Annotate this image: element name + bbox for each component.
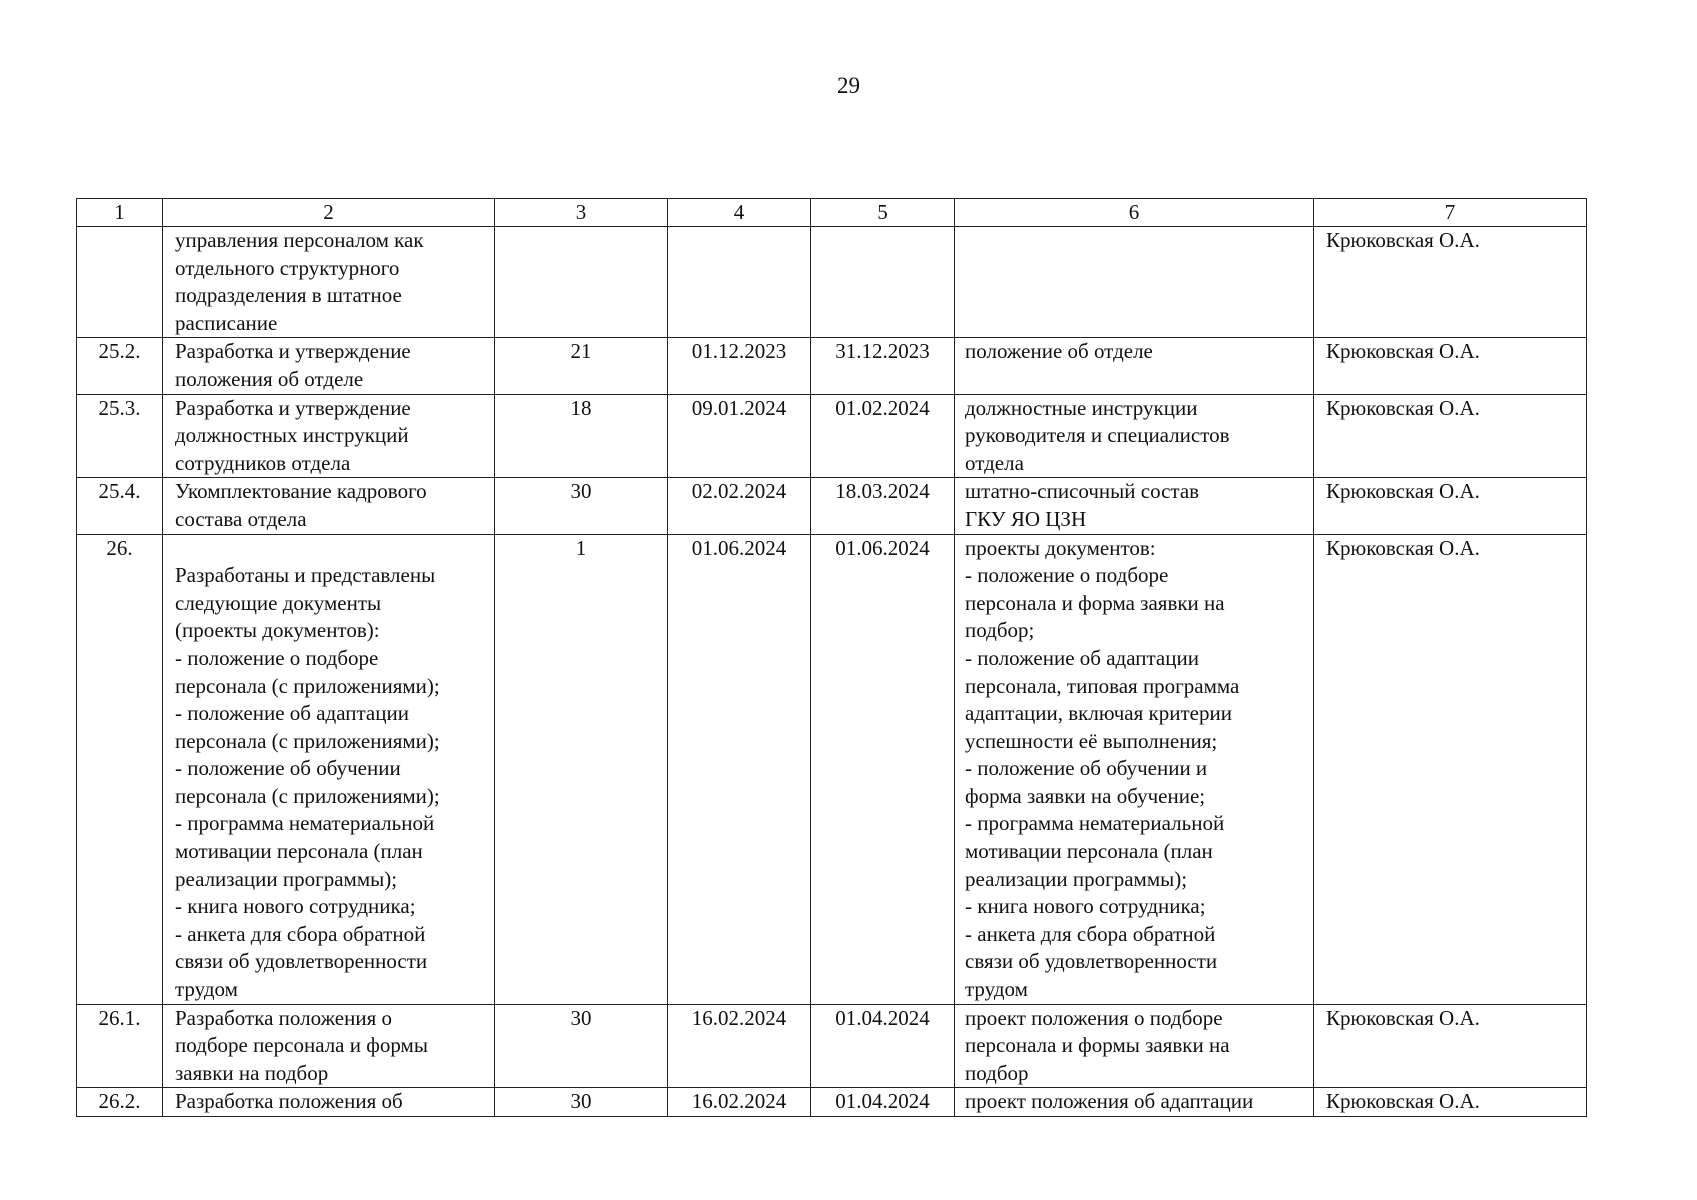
item-days: 21 — [495, 338, 668, 394]
item-days: 1 — [495, 534, 668, 1004]
item-result: проект положения об адаптации — [955, 1088, 1314, 1117]
table-row — [77, 1088, 1587, 1117]
item-start-date — [668, 227, 811, 338]
item-number: 25.4. — [77, 478, 163, 534]
item-responsible: Крюковская О.А. — [1314, 338, 1587, 394]
item-name: управления персоналом как отдельного структурного подразделения в штатное расписание — [163, 227, 495, 338]
item-end-date: 01.02.2024 — [811, 394, 955, 478]
item-start-date: 09.01.2024 — [668, 394, 811, 478]
item-number: 26. — [77, 534, 163, 1004]
table-row — [77, 338, 1587, 394]
table-row — [77, 1004, 1587, 1088]
plan-table — [76, 198, 1587, 1117]
item-result: положение об отделе — [955, 338, 1314, 394]
column-header: 6 — [955, 199, 1314, 227]
item-name: Разработаны и представлены следующие документы (проекты документов): - положение о подборе персонала (с приложениями); - положение об адаптации персонала (с приложениями); - положение об обучении персонала (с приложениями); - программа нематериальной мотивации персонала (план реализации программы); - книга нового сотрудника; - анкета для сбора обратной связи об удовлетворенности трудом — [163, 534, 495, 1004]
item-number — [77, 227, 163, 338]
table-row — [77, 534, 1587, 1004]
item-result: должностные инструкции руководителя и специалистов отдела — [955, 394, 1314, 478]
column-header: 5 — [811, 199, 955, 227]
item-number: 26.1. — [77, 1004, 163, 1088]
item-end-date — [811, 227, 955, 338]
item-name: Разработка и утверждение должностных инструкций сотрудников отдела — [163, 394, 495, 478]
item-result: штатно-списочный состав ГКУ ЯО ЦЗН — [955, 478, 1314, 534]
item-start-date: 01.12.2023 — [668, 338, 811, 394]
item-responsible: Крюковская О.А. — [1314, 534, 1587, 1004]
column-header: 7 — [1314, 199, 1587, 227]
item-responsible: Крюковская О.А. — [1314, 394, 1587, 478]
item-responsible: Крюковская О.А. — [1314, 1088, 1587, 1117]
item-result: проекты документов: - положение о подборе персонала и форма заявки на подбор; - положение об адаптации персонала, типовая программа адаптации, включая критерии успешности её выполнения; - положение об обучении и форма заявки на обучение; - программа нематериальной мотивации персонала (план реализации программы); - книга нового сотрудника; - анкета для сбора обратной связи об удовлетворенности трудом — [955, 534, 1314, 1004]
item-number: 25.3. — [77, 394, 163, 478]
item-name: Разработка и утверждение положения об отделе — [163, 338, 495, 394]
header-row — [77, 199, 1587, 227]
item-days: 30 — [495, 478, 668, 534]
column-header: 3 — [495, 199, 668, 227]
item-end-date: 01.04.2024 — [811, 1004, 955, 1088]
item-number: 26.2. — [77, 1088, 163, 1117]
column-header: 1 — [77, 199, 163, 227]
table-row — [77, 227, 1587, 338]
item-start-date: 02.02.2024 — [668, 478, 811, 534]
item-name: Разработка положения об — [163, 1088, 495, 1117]
item-name: Укомплектование кадрового состава отдела — [163, 478, 495, 534]
item-name: Разработка положения о подборе персонала и формы заявки на подбор — [163, 1004, 495, 1088]
item-days — [495, 227, 668, 338]
item-start-date: 16.02.2024 — [668, 1088, 811, 1117]
item-result: проект положения о подборе персонала и формы заявки на подбор — [955, 1004, 1314, 1088]
item-result — [955, 227, 1314, 338]
item-end-date: 01.04.2024 — [811, 1088, 955, 1117]
item-days: 18 — [495, 394, 668, 478]
page-number: 29 — [837, 73, 860, 98]
item-start-date: 01.06.2024 — [668, 534, 811, 1004]
item-end-date: 01.06.2024 — [811, 534, 955, 1004]
item-end-date: 18.03.2024 — [811, 478, 955, 534]
table-row — [77, 478, 1587, 534]
item-responsible: Крюковская О.А. — [1314, 227, 1587, 338]
column-header: 2 — [163, 199, 495, 227]
table-row — [77, 394, 1587, 478]
item-days: 30 — [495, 1088, 668, 1117]
item-number: 25.2. — [77, 338, 163, 394]
item-responsible: Крюковская О.А. — [1314, 1004, 1587, 1088]
column-header: 4 — [668, 199, 811, 227]
item-responsible: Крюковская О.А. — [1314, 478, 1587, 534]
item-start-date: 16.02.2024 — [668, 1004, 811, 1088]
item-days: 30 — [495, 1004, 668, 1088]
item-end-date: 31.12.2023 — [811, 338, 955, 394]
